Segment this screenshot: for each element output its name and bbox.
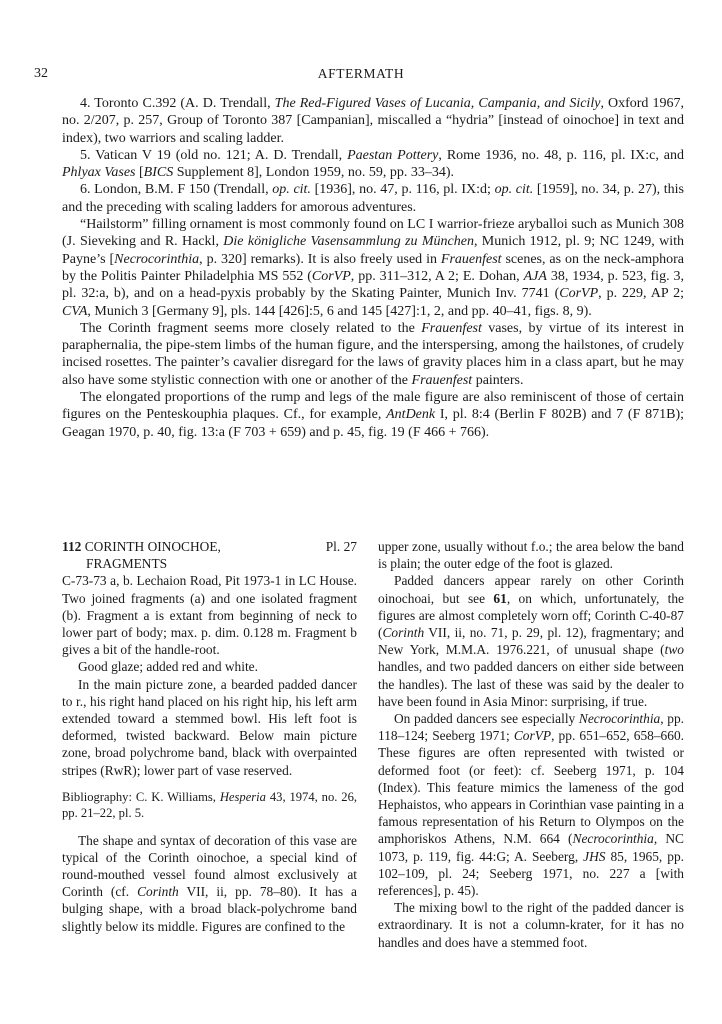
picture-paragraph: In the main picture zone, a bearded padded dancer to r., his right hand placed on his right hip, his left arm extended toward a stemmed bowl. His left foot is deformed, twisted backward. Below main picture zone, broad polychrome band, black with overpainted stripes (RwR); lower part of vase reserved. [62, 676, 357, 778]
paragraph: “Hailstorm” filling ornament is most commonly found on LC I warrior-frieze aryballoi such as Munich 308 (J. Sieveking and R. Hackl, Die königliche Vasensammlung zu München, Munich 1912, pl. 9; NC 1249, with Payne’s [Necrocorinthia, p. 320] remarks). It is also freely used in Frauenfest scenes, as on the neck-amphora by the Politis Painter Philadelphia MS 552 (CorVP, pp. 311–312, A 2; E. Dohan, AJA 38, 1934, p. 523, fig. 3, pl. 32:a, b), and on a head-pyxis probably by the Skating Painter, Munich Inv. 7741 (CorVP, p. 229, AP 2; CVA, Munich 3 [Germany 9], pls. 144 [426]:5, 6 and 145 [427]:1, 2, and pp. 40–41, figs. 8, 9). [62, 217, 685, 319]
glaze-paragraph: Good glaze; added red and white. [78, 659, 258, 675]
padded-dancers-paragraph-2: On padded dancers see especially Necrocorinthia, pp. 118–124; Seeberg 1971; CorVP, pp. 651–652, 658–660. These figures are often represented with twisted or deformed foot (or feet): cf. Seeberg 1971, p. 104 (Index). This feature mimics the lameness of the god Hephaistos, who appears in Corinthian vase painting in a famous representation of his Return to Olympos on the amphoriskos Athens, N.M. 664 (Necrocorinthia, NC 1073, p. 119, fig. 44:G; A. Seeberg, JHS 85, 1965, pp. 102–109, pl. 24; Seeberg 1971, no. 227 a [with references], p. 45). [378, 711, 684, 899]
catalog-number: 112 [62, 539, 82, 554]
description-paragraph: C-73-73 a, b. Lechaion Road, Pit 1973-1 in LC House. Two joined fragments (a) and one isolated fragment (b). Fragment a is extant from beginning of neck to lower part of body; max. p. dim. 0.128 m. Fragment b gives a bit of the handle-root. [62, 573, 357, 658]
catalog-heading [62, 538, 357, 572]
plate-reference: Pl. 27 [325, 539, 357, 554]
catalog-title: CORINTH OINOCHOE, [84, 539, 221, 554]
page-number: 32 [34, 66, 48, 81]
mixing-bowl-paragraph: The mixing bowl to the right of the padded dancer is extraordinary. It is not a column-krater, for it has no handles and does have a stemmed foot. [378, 900, 684, 950]
padded-dancers-paragraph: Padded dancers appear rarely on other Corinth oinochoai, but see 61, on which, unfortunately, the figures are almost completely worn off; Corinth C-40-87 (Corinth VII, ii, no. 71, p. 29, pl. 12), fragmentary; and New York, M.M.A. 1976.221, of unusual shape (two handles, and two padded dancers on either side between the handles). The last of these was said by the dealer to have been found in Asia Minor: surprising, if true. [378, 573, 684, 709]
continued-paragraph: upper zone, usually without f.o.; the area below the band is plain; the outer edge of the foot is glazed. [378, 539, 684, 572]
shape-paragraph: The shape and syntax of decoration of this vase are typical of the Corinth oinochoe, a special kind of round-mouthed vessel found almost exclusively at Corinth (cf. Corinth VII, ii, pp. 78–80). It has a bulging shape, with a broad black-polychrome band slightly below its middle. Figures are confined to the [62, 832, 357, 934]
catalog-subtitle: FRAGMENTS [86, 556, 168, 572]
top-text-block [62, 95, 684, 441]
paragraph: 6. London, B.M. F 150 (Trendall, op. cit. [1936], no. 47, p. 116, pl. IX:d; op. cit. [1959], no. 34, p. 27), this and the preceding with scaling ladders for amorous adventures. [62, 182, 685, 215]
running-head: AFTERMATH [317, 66, 405, 81]
page-header [0, 66, 722, 86]
paragraph: The Corinth fragment seems more closely related to the Frauenfest vases, by virtue of its interest in paraphernalia, the pipe-stem limbs of the human figure, and the interspersing, among the hailstones, of crudely incised rosettes. The painter’s cavalier disregard for the laws of gravity places him in a class apart, but he may also have some stylistic connection with one or another of the Frauenfest painters. [62, 320, 684, 388]
paragraph: The elongated proportions of the rump and legs of the male figure are also reminiscent of those of certain figures on the Penteskouphia plaques. Cf., for example, AntDenk I, pl. 8:4 (Berlin F 802B) and 7 (F 871B); Geagan 1970, p. 40, fig. 13:a (F 703 + 659) and p. 45, fig. 19 (F 466 + 766). [62, 390, 685, 440]
paragraph: 5. Vatican V 19 (old no. 121; A. D. Trendall, Paestan Pottery, Rome 1936, no. 48, p. 116, pl. IX:c, and Phlyax Vases [BICS Supplement 8], London 1959, no. 59, pp. 33–34). [62, 147, 684, 181]
right-column [378, 538, 684, 951]
paragraph: 4. Toronto C.392 (A. D. Trendall, The Red-Figured Vases of Lucania, Campania, and Sicily, Oxford 1967, no. 2/207, p. 257, Group of Toronto 387 [Campanian], miscalled a “hydria” [instead of oinochoe] in text and index), two warriors and scaling ladder. [62, 96, 684, 146]
bibliography: Bibliography: C. K. Williams, Hesperia 43, 1974, no. 26, pp. 21–22, pl. 5. [62, 789, 358, 821]
left-column [62, 538, 357, 935]
